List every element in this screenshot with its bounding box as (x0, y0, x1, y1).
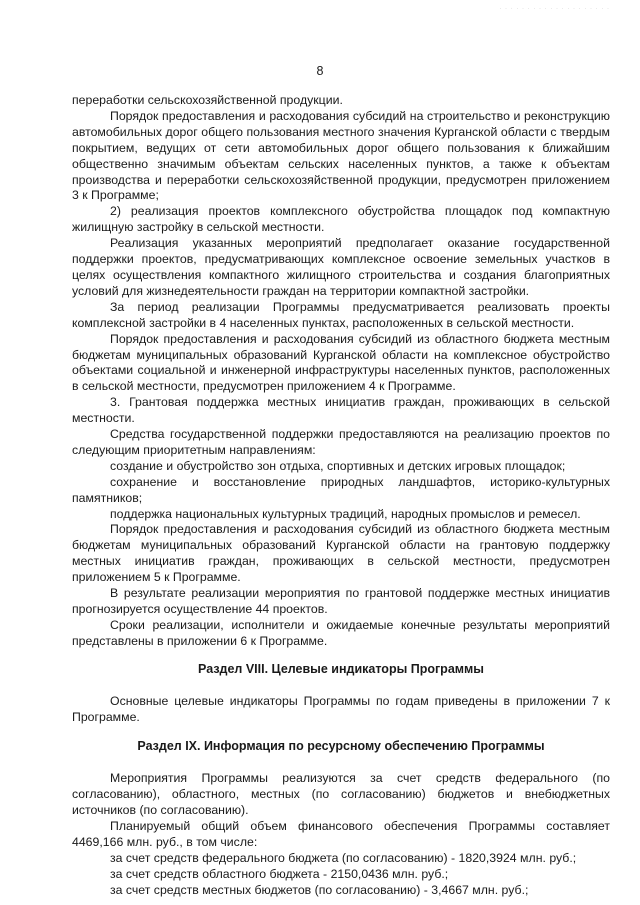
paragraph: За период реализации Программы предусматривается реализовать проекты комплексной застройки в 4 населенных пунктах, расположенных в сельской местности. (72, 299, 610, 330)
paragraph: 2) реализация проектов комплексного обустройства площадок под компактную жилищную застройку в сельской местности. (72, 204, 610, 235)
paragraph: Порядок предоставления и расходования субсидий из областного бюджета местным бюджетам муниципальных образований Курганской области на грантовую поддержку местных инициатив граждан, проживающих в сельской местности, предусмотрен приложением 5 к Программе. (72, 522, 610, 585)
paragraph: Реализация указанных мероприятий предполагает оказание государственной поддержки проектов, предусматривающих комплексное освоение земельных участков в целях осуществления компактного жилищного строительства и создания благоприятных условий для жизнедеятельности граждан на территории компактной застройки. (72, 236, 610, 298)
document-body (72, 93, 610, 899)
page-number: 8 (316, 64, 324, 78)
paragraph: В результате реализации мероприятия по грантовой поддержке местных инициатив прогнозируется осуществление 44 проектов. (72, 586, 610, 616)
resource-provision-text (72, 771, 610, 898)
paragraph: Порядок предоставления и расходования субсидий из областного бюджета местным бюджетам муниципальных образований Курганской области на комплексное обустройство объектами социальной и инженерной инфраструктуры населенных пунктов, расположенных в сельской местности, предусмотрен приложением 4 к Программе. (72, 331, 610, 394)
paragraph: поддержка национальных культурных традиций, народных промыслов и ремесел. (110, 506, 581, 521)
paragraph: за счет средств областного бюджета - 2150,0436 млн. руб.; (110, 866, 449, 881)
paragraph: Порядок предоставления и расходования субсидий на строительство и реконструкцию автомобильных дорог общего пользования местного значения Курганской области с твердым покрытием, ведущих от сети автомобильных дорог общего пользования к ближайшим общественно значимым объектам сельских населенных пунктов, а также к объектам производства и переработки сельскохозяйственной продукции, предусмотрен приложением 3 к Программе; (72, 108, 610, 203)
section-8-heading: Раздел VIII. Целевые индикаторы Программы (198, 661, 484, 676)
paragraph: создание и обустройство зон отдыха, спортивных и детских игровых площадок; (110, 458, 566, 473)
scan-artifact: · · · · · · · · · · · · · · · · · · · · (499, 6, 610, 12)
paragraph: Мероприятия Программы реализуются за счет средств федерального (по согласованию), областного, местных (по согласованию) бюджетов и внебюджетных источников (по согласованию). (72, 771, 610, 818)
section-9-heading: Раздел IX. Информация по ресурсному обеспечению Программы (137, 739, 545, 754)
paragraph: сохранение и восстановление природных ландшафтов, историко-культурных памятников; (72, 474, 610, 505)
paragraph: Сроки реализации, исполнители и ожидаемые конечные результаты мероприятий представлены в приложении 6 к Программе. (72, 617, 610, 648)
paragraph: за счет средств местных бюджетов (по согласованию) - 3,4667 млн. руб.; (110, 882, 529, 897)
program-measures-text (72, 93, 610, 650)
paragraph: переработки сельскохозяйственной продукции. (72, 93, 343, 107)
paragraph: 3. Грантовая поддержка местных инициатив граждан, проживающих в сельской местности. (72, 395, 610, 426)
paragraph: Средства государственной поддержки предоставляются на реализацию проектов по следующим приоритетным направлениям: (72, 427, 610, 457)
paragraph: за счет средств федерального бюджета (по согласованию) - 1820,3924 млн. руб.; (110, 850, 577, 865)
section-8-paragraph: Основные целевые индикаторы Программы по годам приведены в приложении 7 к Программе. (72, 693, 610, 724)
paragraph: Планируемый общий объем финансового обеспечения Программы составляет 4469,166 млн. руб., в том числе: (72, 819, 610, 849)
